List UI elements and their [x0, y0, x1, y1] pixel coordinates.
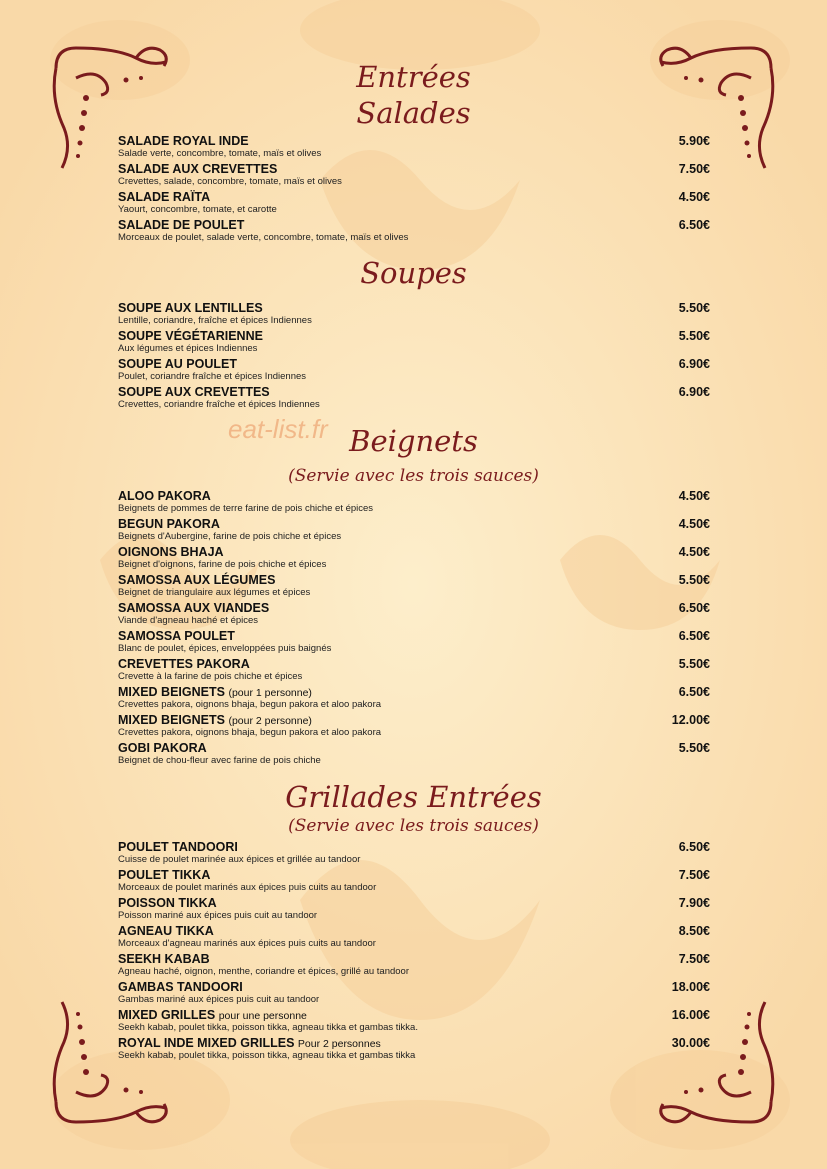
- item-name: SOUPE AUX LENTILLES: [118, 301, 263, 315]
- item-name: SALADE ROYAL INDE: [118, 134, 249, 148]
- item-name: POULET TANDOORI: [118, 840, 238, 854]
- item-price: 6.50€: [678, 685, 710, 699]
- menu-item: [118, 517, 710, 545]
- item-description: Beignet de chou-fleur avec farine de pois chiche: [118, 755, 321, 766]
- item-name: AGNEAU TIKKA: [118, 924, 214, 938]
- item-name: SALADE RAÏTA: [118, 190, 211, 204]
- item-description: Seekh kabab, poulet tikka, poisson tikka, agneau tikka et gambas tikka.: [118, 1022, 418, 1033]
- menu-item: [118, 896, 710, 924]
- item-name-text: MIXED BEIGNETS: [118, 713, 225, 727]
- item-name: SEEKH KABAB: [118, 952, 210, 966]
- item-description: Crevettes, salade, concombre, tomate, maïs et olives: [118, 176, 342, 187]
- item-name-text: MIXED GRILLES: [118, 1008, 216, 1022]
- item-description: Crevettes pakora, oignons bhaja, begun pakora et aloo pakora: [118, 727, 382, 738]
- item-name: BEGUN PAKORA: [118, 517, 220, 531]
- item-description: Morceaux d'agneau marinés aux épices puis cuits au tandoor: [118, 938, 376, 949]
- item-name: GAMBAS TANDOORI: [118, 980, 243, 994]
- menu-item: [118, 489, 710, 517]
- item-description: Lentille, coriandre, fraîche et épices Indiennes: [118, 315, 312, 326]
- menu-item: [118, 868, 710, 896]
- item-name: SAMOSSA AUX LÉGUMES: [118, 573, 276, 587]
- item-price: 4.50€: [678, 545, 710, 559]
- section-title-grillades: Grillades Entrées: [285, 780, 542, 814]
- item-description: Viande d'agneau haché et épices: [118, 615, 259, 626]
- item-price: 7.50€: [678, 952, 710, 966]
- section-title-beignets: Beignets: [349, 424, 478, 458]
- item-name: SAMOSSA POULET: [118, 629, 235, 643]
- item-name: POISSON TIKKA: [118, 896, 217, 910]
- item-price: 18.00€: [671, 980, 710, 994]
- item-name-text: MIXED BEIGNETS: [118, 685, 225, 699]
- menu-item: [118, 301, 710, 329]
- item-description: Morceaux de poulet marinés aux épices puis cuits au tandoor: [118, 882, 377, 893]
- item-portion-note: (pour 1 personne): [228, 687, 312, 699]
- item-price: 5.50€: [678, 301, 710, 315]
- item-portion-note: Pour 2 personnes: [297, 1038, 381, 1050]
- item-description: Beignet d'oignons, farine de pois chiche et épices: [118, 559, 327, 570]
- item-description: Beignets d'Aubergine, farine de pois chiche et épices: [118, 531, 342, 542]
- item-name: SOUPE AU POULET: [118, 357, 237, 371]
- item-name: OIGNONS BHAJA: [118, 545, 224, 559]
- item-price: 5.50€: [678, 573, 710, 587]
- item-price: 4.50€: [678, 489, 710, 503]
- item-price: 6.90€: [678, 357, 710, 371]
- menu-item: [118, 573, 710, 601]
- item-description: Cuisse de poulet marinée aux épices et grillée au tandoor: [118, 854, 361, 865]
- item-price: 16.00€: [671, 1008, 710, 1022]
- item-price: 5.50€: [678, 657, 710, 671]
- item-description: Agneau haché, oignon, menthe, coriandre et épices, grillé au tandoor: [118, 966, 410, 977]
- section-title-soupes: Soupes: [360, 256, 467, 290]
- item-description: Seekh kabab, poulet tikka, poisson tikka, agneau tikka et gambas tikka: [118, 1050, 416, 1061]
- item-description: Beignet de triangulaire aux légumes et épices: [118, 587, 311, 598]
- section-subtitle-beignets: (Servie avec les trois sauces): [288, 466, 539, 486]
- item-price: 6.50€: [678, 840, 710, 854]
- item-name: SOUPE AUX CREVETTES: [118, 385, 270, 399]
- item-price: 5.50€: [678, 329, 710, 343]
- item-name: GOBI PAKORA: [118, 741, 207, 755]
- item-description: Beignets de pommes de terre farine de pois chiche et épices: [118, 503, 374, 514]
- item-description: Poisson mariné aux épices puis cuit au tandoor: [118, 910, 318, 921]
- menu-item: [118, 545, 710, 573]
- item-price: 6.90€: [678, 385, 710, 399]
- item-description: Yaourt, concombre, tomate, et carotte: [118, 204, 277, 215]
- item-name: ALOO PAKORA: [118, 489, 211, 503]
- section-title-entrees: Entrées: [356, 60, 471, 94]
- menu-item: [118, 713, 710, 741]
- section-subtitle-grillades: (Servie avec les trois sauces): [288, 816, 539, 836]
- menu-item: [118, 357, 710, 385]
- menu-item: [118, 162, 710, 190]
- item-price: 4.50€: [678, 517, 710, 531]
- menu-item: [118, 657, 710, 685]
- item-price: 7.90€: [678, 896, 710, 910]
- item-price: 6.50€: [678, 218, 710, 232]
- menu-item: [118, 218, 710, 246]
- item-price: 5.90€: [678, 134, 710, 148]
- item-price: 6.50€: [678, 601, 710, 615]
- item-description: Crevettes, coriandre fraîche et épices Indiennes: [118, 399, 320, 410]
- menu-item: [118, 980, 710, 1008]
- item-description: Blanc de poulet, épices, enveloppées puis baignés: [118, 643, 332, 654]
- menu-item: [118, 385, 710, 413]
- item-price: 7.50€: [678, 868, 710, 882]
- item-name: SAMOSSA AUX VIANDES: [118, 601, 270, 615]
- menu-item: [118, 840, 710, 868]
- menu-item: [118, 952, 710, 980]
- item-name: POULET TIKKA: [118, 868, 211, 882]
- menu-item: [118, 741, 710, 769]
- menu-item: [118, 1036, 710, 1064]
- menu-item: [118, 329, 710, 357]
- item-portion-note: pour une personne: [218, 1010, 307, 1022]
- menu-item: [118, 685, 710, 713]
- item-price: 8.50€: [678, 924, 710, 938]
- item-description: Salade verte, concombre, tomate, maïs et olives: [118, 148, 322, 159]
- item-price: 12.00€: [671, 713, 710, 727]
- item-price: 6.50€: [678, 629, 710, 643]
- menu-item: [118, 924, 710, 952]
- item-description: Crevette à la farine de pois chiche et épices: [118, 671, 303, 682]
- item-price: 30.00€: [671, 1036, 710, 1050]
- menu-item: [118, 1008, 710, 1036]
- item-description: Aux légumes et épices Indiennes: [118, 343, 258, 354]
- item-price: 4.50€: [678, 190, 710, 204]
- item-portion-note: (pour 2 personne): [228, 715, 312, 727]
- item-description: Crevettes pakora, oignons bhaja, begun pakora et aloo pakora: [118, 699, 382, 710]
- section-title-salades: Salades: [356, 96, 471, 130]
- item-description: Morceaux de poulet, salade verte, concombre, tomate, maïs et olives: [118, 232, 409, 243]
- item-name: SOUPE VÉGÉTARIENNE: [118, 329, 263, 343]
- menu-item: [118, 134, 710, 162]
- item-price: 7.50€: [678, 162, 710, 176]
- item-name: SALADE AUX CREVETTES: [118, 162, 278, 176]
- item-name-text: ROYAL INDE MIXED GRILLES: [118, 1036, 295, 1050]
- item-description: Poulet, coriandre fraîche et épices Indiennes: [118, 371, 307, 382]
- item-name: CREVETTES PAKORA: [118, 657, 250, 671]
- menu-item: [118, 601, 710, 629]
- menu-item: [118, 190, 710, 218]
- item-price: 5.50€: [678, 741, 710, 755]
- item-name: SALADE DE POULET: [118, 218, 245, 232]
- item-description: Gambas mariné aux épices puis cuit au tandoor: [118, 994, 320, 1005]
- watermark: eat-list.fr: [228, 414, 328, 444]
- menu-item: [118, 629, 710, 657]
